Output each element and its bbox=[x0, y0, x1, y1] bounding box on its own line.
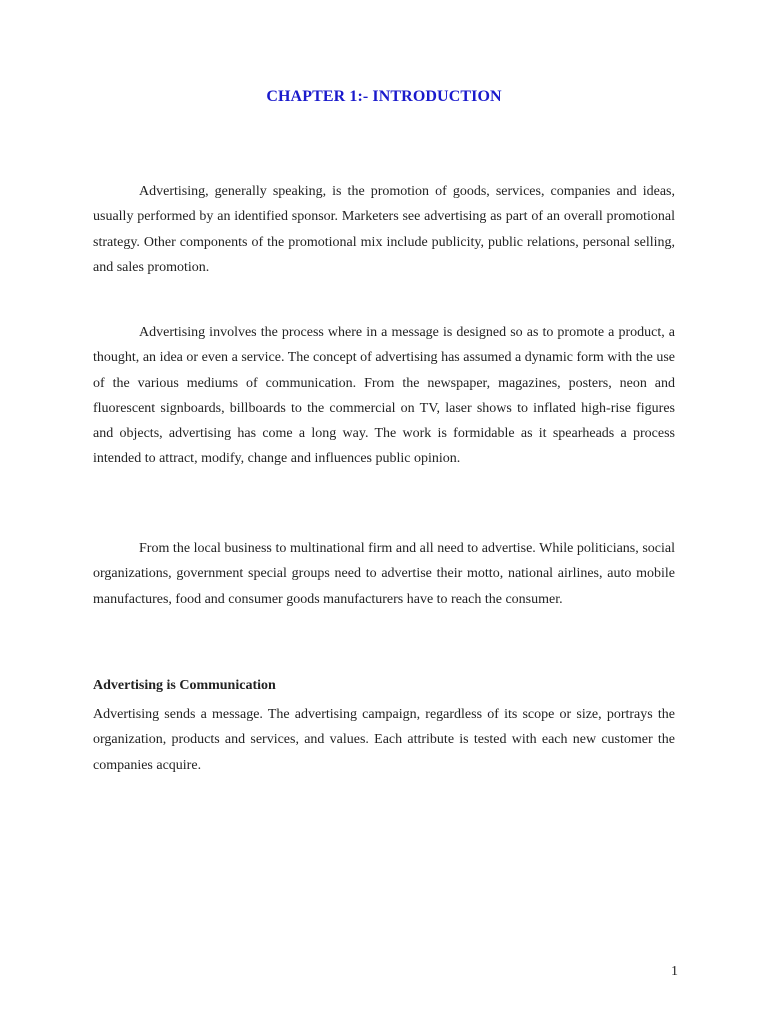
page-number: 1 bbox=[671, 964, 678, 979]
section-heading: Advertising is Communication bbox=[93, 678, 276, 693]
chapter-title: CHAPTER 1:- INTRODUCTION bbox=[266, 88, 502, 105]
section-paragraph: Advertising sends a message. The advertising campaign, regardless of its scope or size, portrays the organization, products and services, and values. Each attribute is tested with each new customer the companies acquire. bbox=[93, 707, 675, 773]
paragraph-advertising-process: Advertising involves the process where in a message is designed so as to promote a product, a thought, an idea or even a service. The concept of advertising has assumed a dynamic form with the use of the various mediums of communication. From the newspaper, magazines, posters, neon and fluorescent signboards, billboards to the commercial on TV, laser shows to inflated high-rise figures and objects, advertising has come a long way. The work is formidable as it spearheads a process intended to attract, modify, change and influences public opinion. bbox=[93, 325, 675, 467]
paragraph-advertising-definition: Advertising, generally speaking, is the promotion of goods, services, companies and ideas, usually performed by an identified sponsor. Marketers see advertising as part of an overall promotional strategy. Other components of the promotional mix include publicity, public relations, personal selling, and sales promotion. bbox=[93, 184, 675, 275]
paragraph-who-advertises: From the local business to multinational firm and all need to advertise. While politicians, social organizations, government special groups need to advertise their motto, national airlines, auto mobile manufactures, food and consumer goods manufacturers have to reach the consumer. bbox=[93, 541, 675, 607]
